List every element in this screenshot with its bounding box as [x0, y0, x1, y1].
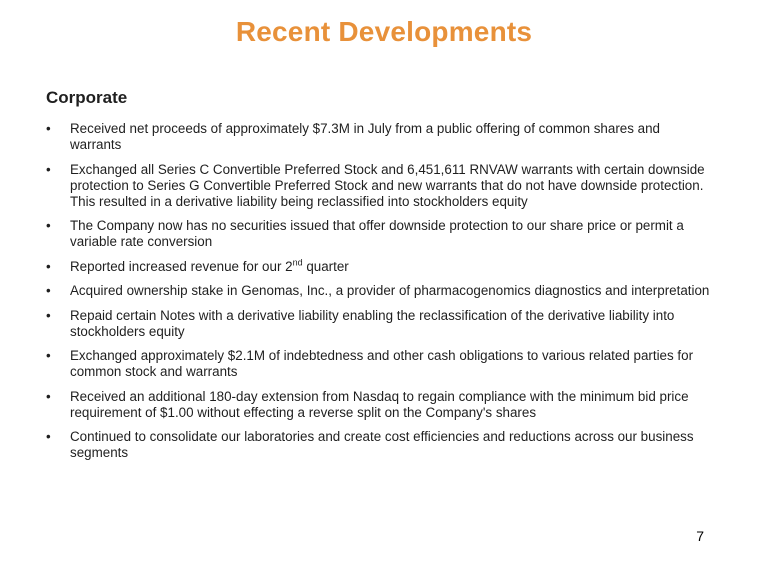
bullet-icon: •	[46, 218, 51, 233]
bullet-text: Reported increased revenue for our 2	[70, 258, 293, 274]
bullet-icon: •	[46, 348, 51, 363]
bullet-text: Continued to consolidate our laboratories and create cost efficiencies and reductions across our business segments	[70, 429, 694, 460]
bullet-icon: •	[46, 161, 51, 177]
list-item	[46, 259, 710, 275]
bullet-text-tail: quarter	[302, 258, 349, 274]
bullet-icon: •	[46, 388, 51, 404]
bullet-icon: •	[46, 429, 51, 444]
list-item	[46, 308, 710, 340]
list-item	[46, 389, 710, 421]
bullet-icon: •	[46, 121, 51, 136]
bullet-text: Received net proceeds of approximately $7.3M in July from a public offering of common shares and warrants	[70, 121, 660, 152]
bullet-icon: •	[46, 307, 51, 323]
page-number: 7	[696, 528, 704, 544]
bullet-icon: •	[46, 258, 51, 274]
section-heading: Corporate	[46, 88, 128, 107]
bullet-list	[46, 121, 710, 470]
ordinal-suffix: nd	[292, 257, 303, 268]
bullet-text: Repaid certain Notes with a derivative liability enabling the reclassification of the derivative liability into stockholders equity	[70, 307, 675, 339]
list-item	[46, 429, 710, 461]
bullet-text: The Company now has no securities issued that offer downside protection to our share price or permit a variable rate conversion	[70, 218, 684, 249]
list-item	[46, 121, 710, 153]
bullet-icon: •	[46, 283, 51, 298]
list-item	[46, 348, 710, 380]
bullet-text: Exchanged approximately $2.1M of indebtedness and other cash obligations to various related parties for common stock and warrants	[70, 348, 694, 379]
list-item	[46, 283, 710, 299]
list-item	[46, 218, 710, 250]
slide-title: Recent Developments	[235, 16, 533, 47]
bullet-text: Acquired ownership stake in Genomas, Inc., a provider of pharmacogenomics diagnostics and interpretation	[70, 283, 710, 298]
list-item	[46, 162, 710, 210]
bullet-text: Exchanged all Series C Convertible Preferred Stock and 6,451,611 RNVAW warrants with certain downside protection to Series G Convertible Preferred Stock and new warrants that do not have downside protection. This resulted in a derivative liability being reclassified into stockholders equity	[70, 161, 705, 209]
bullet-text: Received an additional 180-day extension from Nasdaq to regain compliance with the minimum bid price requirement of $1.00 without effecting a reverse split on the Company's shares	[70, 388, 689, 420]
